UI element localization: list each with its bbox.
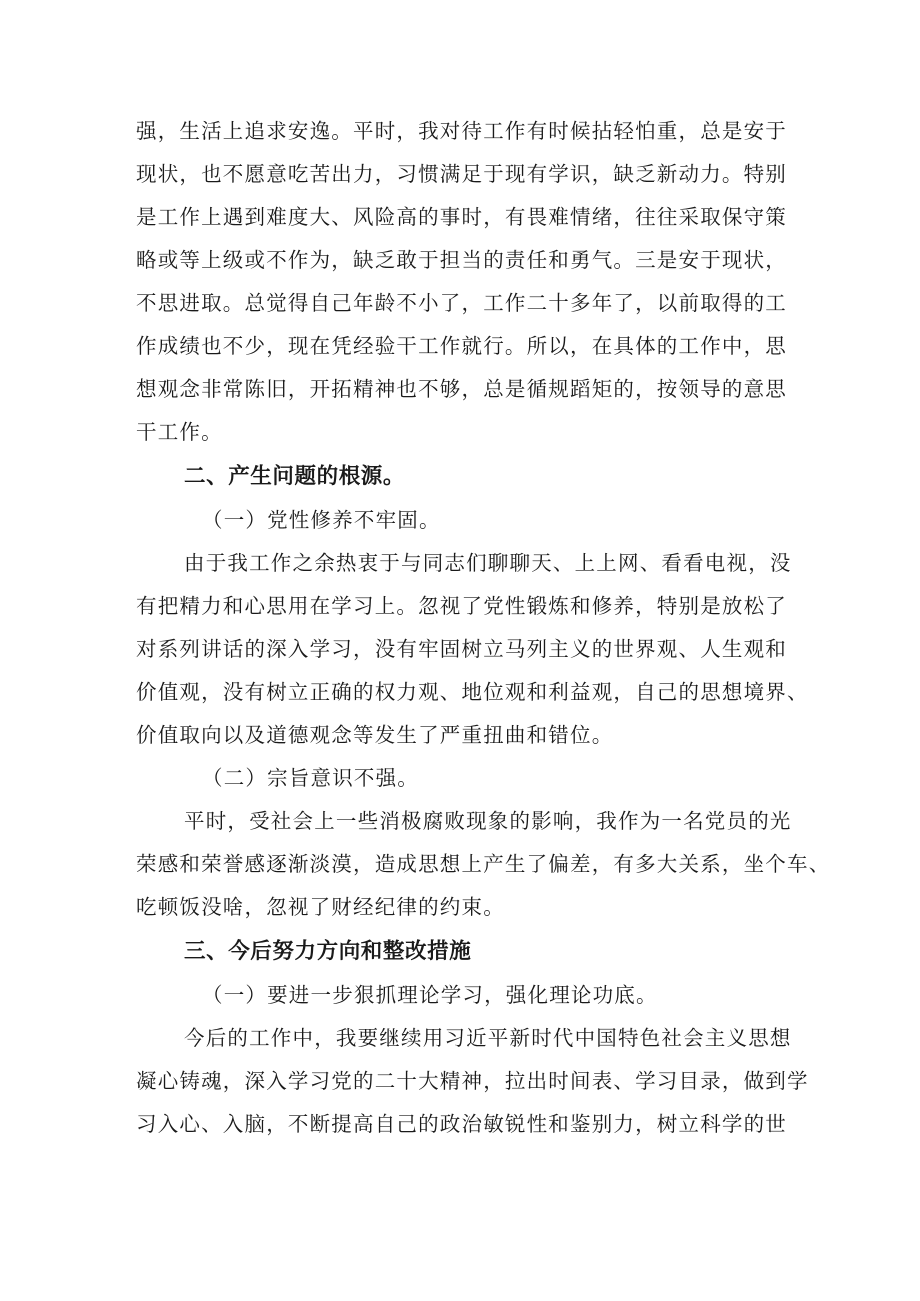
paragraph-line: 对系列讲话的深入学习，没有牢固树立马列主义的世界观、人生观和 [136,637,787,661]
paragraph-line: 是工作上遇到难度大、风险高的事时，有畏难情绪，往往采取保守策 [136,205,787,229]
paragraph-line: 有把精力和心思用在学习上。忽视了党性锻炼和修养，特别是放松了 [136,594,787,618]
subheading-2-2: （二）宗旨意识不强。 [202,766,419,790]
paragraph-line: 由于我工作之余热衷于与同志们聊聊天、上上网、看看电视，没 [184,551,792,575]
paragraph-line: 想观念非常陈旧，开拓精神也不够，总是循规蹈矩的，按领导的意思 [136,377,787,401]
paragraph-line: 略或等上级或不作为，缺乏敢于担当的责任和勇气。三是安于现状， [136,248,787,272]
paragraph-line: 荣感和荣誉感逐渐淡漠，造成思想上产生了偏差，有多大关系，坐个车、 [136,852,831,876]
paragraph-line: 强，生活上追求安逸。平时，我对待工作有时候拈轻怕重，总是安于 [136,119,787,143]
document-body [136,110,831,1146]
paragraph-line: 今后的工作中，我要继续用习近平新时代中国特色社会主义思想 [184,1026,792,1050]
paragraph-line: 吃顿饭没啥，忽视了财经纪律的约束。 [136,895,505,919]
paragraph-line: 现状，也不愿意吃苦出力，习惯满足于现有学识，缺乏新动力。特别 [136,162,787,186]
paragraph-line: 价值观，没有树立正确的权力观、地位观和利益观，自己的思想境界、 [136,680,809,704]
subheading-2-1: （一）党性修养不牢固。 [202,508,441,532]
section-heading-3: 三、今后努力方向和整改措施 [184,939,472,964]
section-heading-2: 二、产生问题的根源。 [184,464,406,489]
paragraph-line: 平时，受社会上一些消极腐败现象的影响，我作为一名党员的光 [184,809,792,833]
paragraph-line: 干工作。 [136,420,223,444]
paragraph-line: 价值取向以及道德观念等发生了严重扭曲和错位。 [136,723,614,747]
paragraph-line: 凝心铸魂，深入学习党的二十大精神，拉出时间表、学习目录，做到学 [136,1069,809,1093]
subheading-3-1: （一）要进一步狠抓理论学习，强化理论功底。 [202,983,658,1007]
paragraph-line: 作成绩也不少，现在凭经验干工作就行。所以，在具体的工作中，思 [136,334,787,358]
paragraph-line: 习入心、入脑，不断提高自己的政治敏锐性和鉴别力，树立科学的世 [136,1112,787,1136]
paragraph-line: 不思进取。总觉得自己年龄不小了，工作二十多年了，以前取得的工 [136,291,787,315]
